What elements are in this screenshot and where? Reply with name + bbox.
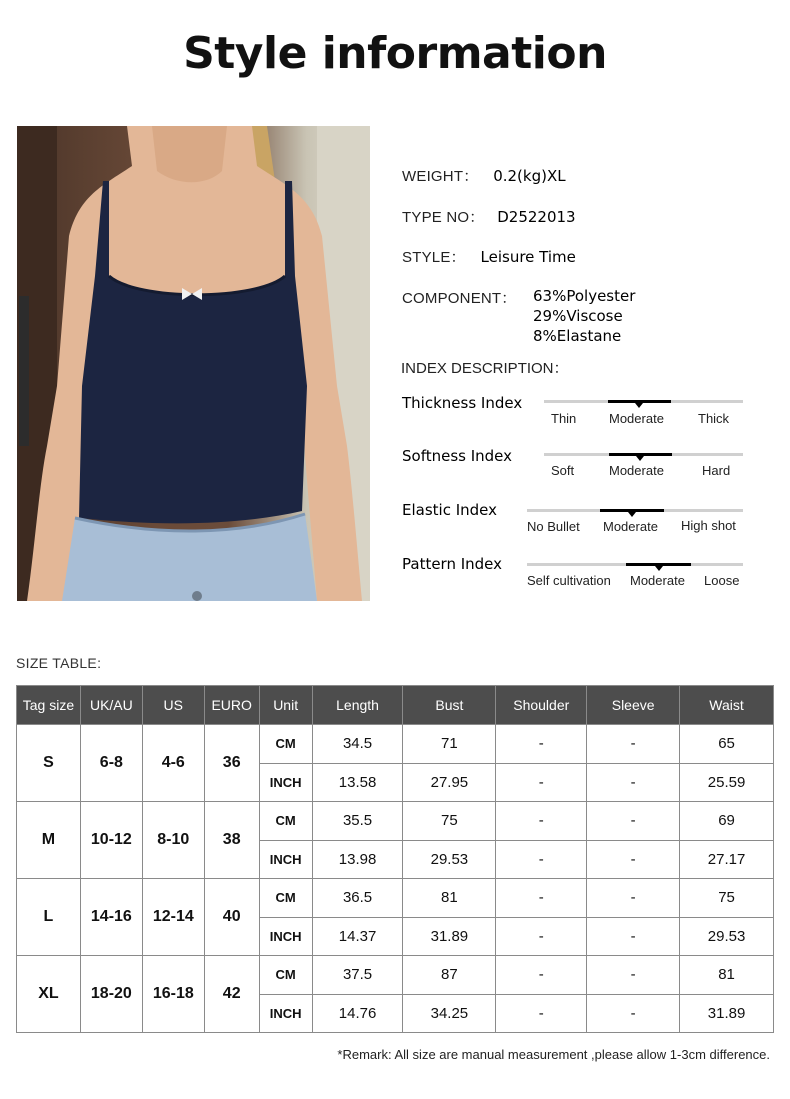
table-row (17, 725, 774, 764)
index-label: Softness Index (402, 447, 513, 465)
length-cell: 36.5 (312, 879, 403, 918)
us-cell: 8-10 (142, 802, 204, 879)
tag-size-cell: M (17, 802, 81, 879)
table-row (17, 879, 774, 918)
type-label: TYPE NO： (402, 209, 485, 226)
ukau-cell: 6-8 (80, 725, 142, 802)
euro-cell: 36 (204, 725, 259, 802)
shoulder-cell: - (496, 840, 587, 879)
length-cell: 34.5 (312, 725, 403, 764)
waist-cell: 65 (680, 725, 774, 764)
index-marker (655, 566, 663, 571)
waist-cell: 29.53 (680, 917, 774, 956)
waist-cell: 69 (680, 802, 774, 841)
remark-note: *Remark: All size are manual measurement ,please allow 1-3cm difference. (337, 1047, 770, 1062)
waist-cell: 75 (680, 879, 774, 918)
shoulder-cell: - (496, 994, 587, 1033)
index-option: Moderate (609, 411, 664, 426)
column-header: Unit (259, 686, 312, 725)
product-photo (17, 126, 370, 601)
index-label: Thickness Index (402, 394, 523, 412)
tag-size-cell: L (17, 879, 81, 956)
length-cell: 35.5 (312, 802, 403, 841)
bust-cell: 87 (403, 956, 496, 995)
index-option: Hard (702, 463, 731, 478)
style-value: Leisure Time (480, 248, 576, 266)
type-row (402, 206, 576, 227)
index-option: No Bullet (527, 519, 580, 534)
tag-size-cell: S (17, 725, 81, 802)
tag-size-cell: XL (17, 956, 81, 1033)
component-value: 8%Elastane (533, 327, 622, 345)
unit-cell: INCH (259, 917, 312, 956)
size-table-title: SIZE TABLE: (16, 655, 102, 671)
waist-cell: 25.59 (680, 763, 774, 802)
index-option: Thick (698, 411, 730, 426)
weight-row (402, 165, 566, 186)
sleeve-cell: - (587, 763, 680, 802)
index-option: Self cultivation (527, 573, 611, 588)
component-value: 63%Polyester (533, 287, 636, 305)
index-option: Moderate (603, 519, 658, 534)
length-cell: 14.37 (312, 917, 403, 956)
index-label: Elastic Index (402, 501, 498, 519)
index-label: Pattern Index (402, 555, 503, 573)
waist-cell: 81 (680, 956, 774, 995)
bust-cell: 81 (403, 879, 496, 918)
sleeve-cell: - (587, 802, 680, 841)
waist-cell: 27.17 (680, 840, 774, 879)
component-label: COMPONENT： (402, 290, 517, 307)
style-row (402, 246, 576, 267)
us-cell: 12-14 (142, 879, 204, 956)
sleeve-cell: - (587, 994, 680, 1033)
euro-cell: 40 (204, 879, 259, 956)
sleeve-cell: - (587, 879, 680, 918)
bust-cell: 71 (403, 725, 496, 764)
bust-cell: 27.95 (403, 763, 496, 802)
index-option: Soft (551, 463, 575, 478)
size-table (16, 685, 774, 1033)
model-illustration (17, 126, 370, 601)
waist-cell: 31.89 (680, 994, 774, 1033)
euro-cell: 42 (204, 956, 259, 1033)
column-header: Sleeve (587, 686, 680, 725)
component-row (402, 287, 517, 308)
bust-cell: 34.25 (403, 994, 496, 1033)
column-header: Bust (403, 686, 496, 725)
sleeve-cell: - (587, 725, 680, 764)
shoulder-cell: - (496, 763, 587, 802)
index-option: Thin (551, 411, 577, 426)
bust-cell: 75 (403, 802, 496, 841)
sleeve-cell: - (587, 917, 680, 956)
table-row (17, 802, 774, 841)
index-option: Loose (704, 573, 740, 588)
unit-cell: INCH (259, 994, 312, 1033)
table-row (17, 956, 774, 995)
shoulder-cell: - (496, 956, 587, 995)
shoulder-cell: - (496, 917, 587, 956)
us-cell: 4-6 (142, 725, 204, 802)
us-cell: 16-18 (142, 956, 204, 1033)
unit-cell: CM (259, 802, 312, 841)
column-header: Length (312, 686, 403, 725)
column-header: UK/AU (80, 686, 142, 725)
euro-cell: 38 (204, 802, 259, 879)
component-value: 29%Viscose (533, 307, 623, 325)
length-cell: 13.58 (312, 763, 403, 802)
unit-cell: INCH (259, 763, 312, 802)
style-label: STYLE： (402, 249, 466, 266)
sleeve-cell: - (587, 840, 680, 879)
table-header-row (17, 686, 774, 725)
column-header: US (142, 686, 204, 725)
index-marker (636, 456, 644, 461)
ukau-cell: 14-16 (80, 879, 142, 956)
sleeve-cell: - (587, 956, 680, 995)
index-option: Moderate (630, 573, 685, 588)
index-option: High shot (681, 518, 736, 533)
unit-cell: CM (259, 725, 312, 764)
unit-cell: CM (259, 956, 312, 995)
unit-cell: CM (259, 879, 312, 918)
index-description-title: INDEX DESCRIPTION： (401, 360, 569, 377)
type-value: D2522013 (497, 208, 576, 226)
shoulder-cell: - (496, 802, 587, 841)
shoulder-cell: - (496, 879, 587, 918)
column-header: EURO (204, 686, 259, 725)
index-marker (635, 403, 643, 408)
length-cell: 37.5 (312, 956, 403, 995)
length-cell: 13.98 (312, 840, 403, 879)
component-values (533, 286, 635, 346)
index-option: Moderate (609, 463, 664, 478)
page-title: Style information (183, 28, 607, 79)
bust-cell: 31.89 (403, 917, 496, 956)
ukau-cell: 10-12 (80, 802, 142, 879)
column-header: Shoulder (496, 686, 587, 725)
index-marker (628, 512, 636, 517)
column-header: Waist (680, 686, 774, 725)
ukau-cell: 18-20 (80, 956, 142, 1033)
unit-cell: INCH (259, 840, 312, 879)
bust-cell: 29.53 (403, 840, 496, 879)
shoulder-cell: - (496, 725, 587, 764)
weight-value: 0.2(kg)XL (493, 167, 566, 185)
length-cell: 14.76 (312, 994, 403, 1033)
weight-label: WEIGHT： (402, 168, 479, 185)
column-header: Tag size (17, 686, 81, 725)
